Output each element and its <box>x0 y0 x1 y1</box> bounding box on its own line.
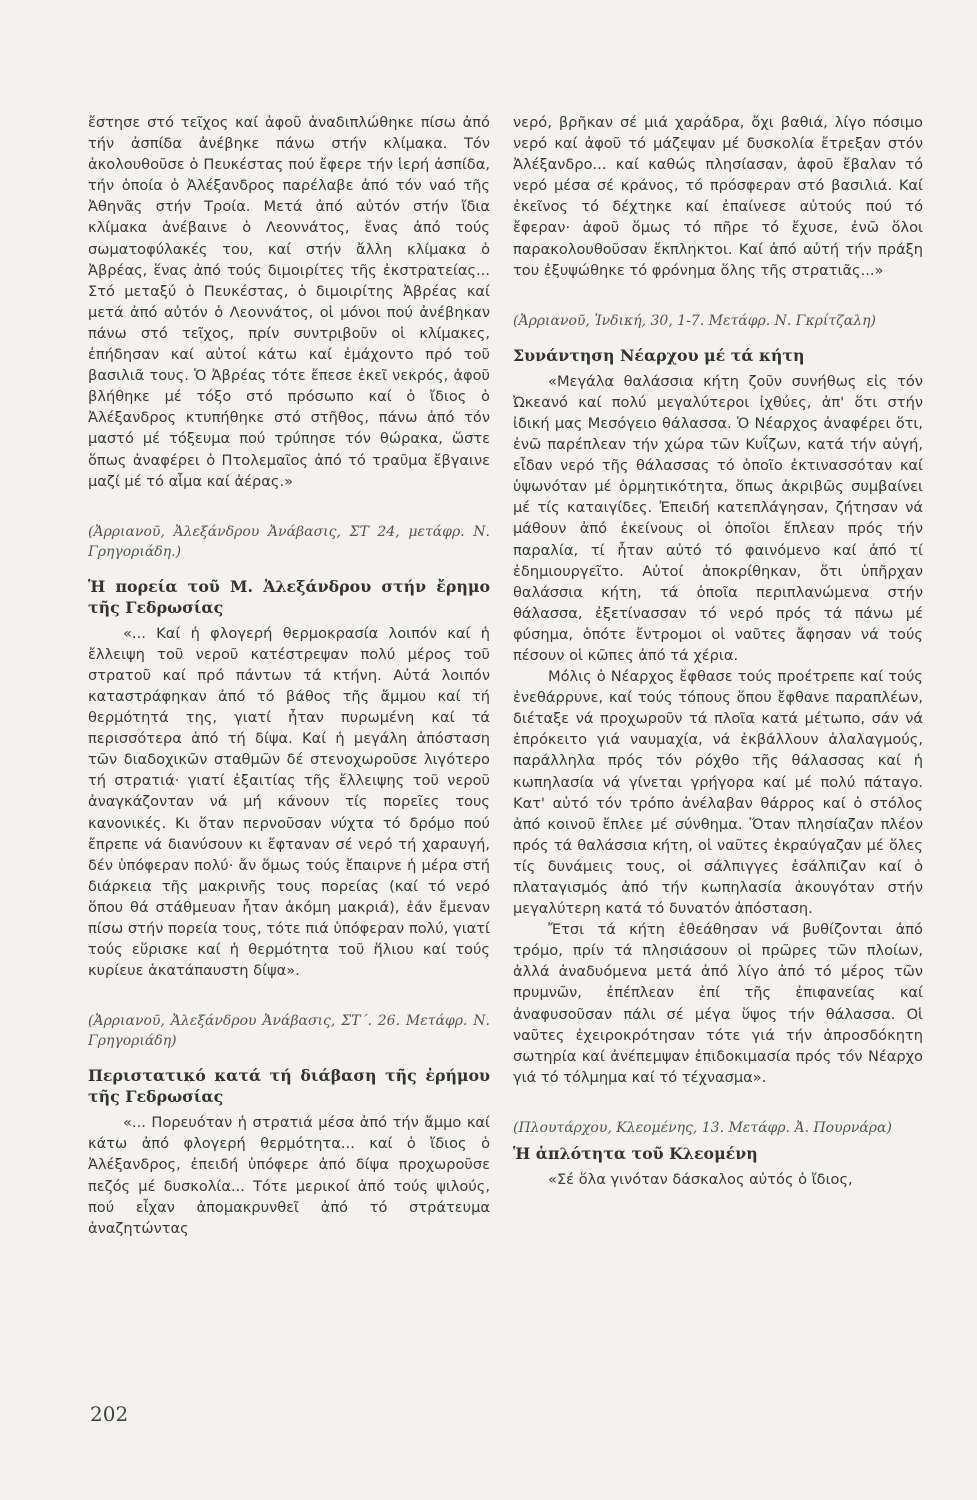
nearchus-paragraph-2: Μόλις ὁ Νέαρχος ἔφθασε τούς προέτρεπε καί τούς ἐνεθάρρυνε, καί τούς τόπους ὅπου ἔφθανε παραπλέων, διέταξε νά προχωροῦν τά πλοῖα κατά μέτωπο, σάν νά ἐπρόκειτο γιά ναυμαχία, νά ἐκβάλλουν ἀλαλαγμούς, παράλληλα πρός τόν ρόχθο τῆς θάλασσας καί ἡ κωπηλασία νά γίνεται γρήγορα καί μέ πολύ πάταγο. Κατ' αὐτό τόν τρόπο ἀνέλαβαν θάρρος καί ὁ στόλος ἀπό κοινοῦ ἔπλεε μέ σύνθημα. Ὅταν πλησίαζαν πλέον πρός τά θαλάσσια κήτη, οἱ ναῦτες ἐκραύγαζαν μέ ὅλες τίς δυνάμεις τους, οἱ σάλπιγγες ἐσάλπιζαν καί ὁ πλαταγισμός ἀπό τήν κωπηλασία ἀκουγόταν στήν μεγαλύτερη κατά τό δυνατόν ἀπόσταση. <box>513 668 923 918</box>
right-column <box>513 112 923 1190</box>
nearchus-paragraph-1: «Μεγάλα θαλάσσια κήτη ζοῦν συνήθως εἰς τόν Ὠκεανό καί πολύ μεγαλύτεροι ἰχθύες, ἀπ' ὅτι στήν ἰδική μας Μεσόγειο θάλασσα. Ὁ Νέαρχος ἀναφέρει ὅτι, ἐνῶ παρέπλεαν τήν χώρα τῶν Κυΐζων, κατά τήν αὐγή, εἶδαν νερό τῆς θάλασσας τό ὁποῖο ἐκτινασσόταν καί ὑψωνόταν μέ ὁρμητικότητα, ὅπως ἀκριβῶς συμβαίνει μέ τίς καταιγίδες. Ἐπειδή κατεπλάγησαν, ζήτησαν νά μάθουν ἀπό ἐκείνους οἱ ὁποῖοι ἔπλεαν πρός τήν παραλία, τί ἦταν αὐτό τό φαινόμενο καί ἀπό τί ἐδημιουργεῖτο. Αὐτοί ἀποκρίθηκαν, ὅτι ὑπῆρχαν θαλάσσια κήτη, τά ὁποῖα περιπλανώμενα στήν θάλασσα, ἐξετίνασσαν τό νερό πρός τά πάνω μέ φύσημα, ὁπότε ἔντρομοι οἱ ναῦτες ἄφησαν νά τούς πέσουν οἱ κῶπες ἀπό τά χέρια. <box>513 372 923 664</box>
heading-nearchus-whales: Συνάντηση Νέαρχου μέ τά κήτη <box>513 345 805 365</box>
heading-cleomenes-simplicity: Ἡ ἁπλότητα τοῦ Κλεομένη <box>513 1143 758 1163</box>
heading-desert-incident: Περιστατικό κατά τή διάβαση τῆς ἐρήμου τῆς Γεδρωσίας <box>88 1066 490 1107</box>
left-column <box>88 112 490 1239</box>
continuation-paragraph: νερό, βρῆκαν σέ μιά χαράδρα, ὄχι βαθιά, λίγο πόσιμο νερό καί ἀφοῦ τό μάζεψαν μέ δυσκολία ἔτρεξαν στόν Ἀλέξανδρο... καί καθώς πλησίασαν, ἀφοῦ ἔβαλαν τό νερό μέσα σέ κράνος, τό πρόσφεραν στό βασιλιά. Καί ἐκεῖνος τό δέχτηκε καί ἐπαίνεσε αὐτούς πού τό ἔφεραν· ἀφοῦ ὅμως τό πῆρε τό ἔχυσε, ἐνῶ ὅλοι παρακολουθοῦσαν ἔκπληκτοι. Καί ἀπό αὐτή τήν πράξη του ἐξυψώθηκε τό φρόνημα ὅλης τῆς στρατιᾶς...» <box>513 114 923 279</box>
gedrosia-march-paragraph: «... Καί ἡ φλογερή θερμοκρασία λοιπόν καί ἡ ἔλλειψη τοῦ νεροῦ κατέστρεψαν πολύ μέρος τοῦ στρατοῦ καί πρό πάντων τά κτήνη. Αὐτά λοιπόν καταστράφηκαν ἀπό τό βάθος τῆς ἄμμου καί τή θερμότητά της, γιατί ἦταν πυρωμένη καί τά περισσότερα ἀπό τή δίψα. Καί ἡ μεγάλη ἀπόσταση τῶν διαδοχικῶν σταθμῶν δέ στενοχωροῦσε λιγότερο τή στρατιά· γιατί ἐξαιτίας τῆς ἔλλειψης τοῦ νεροῦ ἀναγκάζονταν νά μή κάνουν τίς πορεῖες τους κανονικές. Κι ὅταν περνοῦσαν νύχτα τό δρόμο πού ἔπρεπε νά διανύσουν κι ἔφταναν σέ νερό τή χαραυγή, δέν ὑπόφεραν πολύ· ἄν ὅμως τούς ἔπαιρνε ἡ μέρα στή διάρκεια τῆς μακρινῆς τους πορείας (καί τό νερό ὅπου θά στάθμευαν ἦταν ἀκόμη μακριά), ἐάν ἔμεναν πίσω στήν πορεία τους, τότε πιά ὑπόφεραν πολύ, γιατί τούς εὕρισκε καί ἡ θερμότητα τοῦ ἥλιου καί τούς κυρίευε ἀκατάπαυστη δίψα». <box>88 624 490 980</box>
citation-arrian-anabasis-24: (Ἀρριανοῦ, Ἀλεξάνδρου Ἀνάβασις, ΣΤ 24, μετάφρ. Ν. Γρηγοριάδη.) <box>88 523 490 560</box>
nearchus-paragraph-3: Ἔτσι τά κήτη ἐθεάθησαν νά βυθίζονται ἀπό τρόμο, πρίν τά πλησιάσουν οἱ πρῶρες τῶν πλοίων, ἀλλά ἀναδυόμενα μετά ἀπό λίγο ἀπό τό μέρος τῶν πρυμνῶν, ἐπέπλεαν ἐπί τῆς ἐπιφανείας καί ἀναφυσοῦσαν πάλι σέ μέγα ὕψος τήν θάλασσα. Οἱ ναῦτες ἐχειροκρότησαν τότε γιά τήν ἀπροσδόκητη σωτηρία καί ἀνέπεμψαν ἐπιδοκιμασία πρός τόν Νέαρχο γιά τό τόλμημα καί τό τέχνασμα». <box>513 921 923 1086</box>
citation-arrian-anabasis-26: (Ἀρριανοῦ, Ἀλεξάνδρου Ἀνάβασις, ΣΤ΄. 26. Μετάφρ. Ν. Γρηγοριάδη) <box>88 1013 490 1050</box>
intro-paragraph: ἔστησε στό τεῖχος καί ἀφοῦ ἀναδιπλώθηκε πίσω ἀπό τήν ἀσπίδα ἀνέβηκε πάνω στήν κλίμακα. Τόν ἀκολουθοῦσε ὁ Πευκέστας πού ἔφερε τήν ἱερή ἀσπίδα, τήν ὁποία ὁ Ἀλέξανδρος παρέλαβε ἀπό τόν ναό τῆς Ἀθηνᾶς στήν Τροία. Μετά ἀπό αὐτόν στήν ἴδια κλίμακα ἀνέβαινε ὁ Λεοννάτος, ἕνας ἀπό τούς σωματοφύλακές του, καί στήν ἄλλη κλίμακα ὁ Ἀβρέας, ἕνας ἀπό τούς διμοιρίτες τῆς ἐκστρατείας... Στό μεταξύ ὁ Πευκέστας, ὁ διμοιρίτης Ἀβρέας καί μετά ἀπό αὐτόν ὁ Λεοννάτος, οἱ μόνοι πού ἀνέβηκαν πάνω στό τεῖχος, πρίν συντριβοῦν οἱ κλίμακες, ἐπήδησαν καί αὐτοί κάτω καί ἐμάχοντο πρό τοῦ βασιλιᾶ τους. Ὁ Ἀβρέας τότε ἔπεσε ἐκεῖ νεκρός, ἀφοῦ βλήθηκε μέ τόξο στό πρόσωπο καί ὁ ἴδιος ὁ Ἀλέξανδρος κτυπήθηκε στό στῆθος, πάνω ἀπό τόν μαστό μέ τόξευμα πού τρύπησε τόν θώρακα, ὥστε ὅπως ἀναφέρει ὁ Πτολεμαῖος ἀπό τό τραῦμα ἔβγαινε μαζί μέ τό αἷμα καί ἀέρας.» <box>88 114 490 490</box>
heading-gedrosia-march: Ἡ πορεία τοῦ Μ. Ἀλεξάνδρου στήν ἔρημο τῆς Γεδρωσίας <box>88 576 490 617</box>
citation-plutarch-cleomenes: (Πλουτάρχου, Κλεομένης, 13. Μετάφρ. Ἀ. Πουρνάρα) <box>513 1119 892 1136</box>
cleomenes-paragraph: «Σέ ὅλα γινόταν δάσκαλος αὐτός ὁ ἴδιος, <box>548 1170 853 1188</box>
citation-arrian-indica: (Ἀρριανοῦ, Ἰνδική, 30, 1-7. Μετάφρ. Ν. Γκρίτζαλη) <box>513 312 876 329</box>
desert-incident-paragraph: «... Πορευόταν ἡ στρατιά μέσα ἀπό τήν ἄμμο καί κάτω ἀπό φλογερή θερμότητα... καί ὁ ἴδιος ὁ Ἀλέξανδρος, ἐπειδή ὑπόφερε ἀπό δίψα προχωροῦσε πεζός μέ δυσκολία... Τότε μερικοί ἀπό τούς ψιλούς, πού εἶχαν ἀπομακρυνθεῖ ἀπό τό στράτευμα ἀναζητώντας <box>88 1114 490 1237</box>
page-number: 202 <box>90 1402 129 1426</box>
